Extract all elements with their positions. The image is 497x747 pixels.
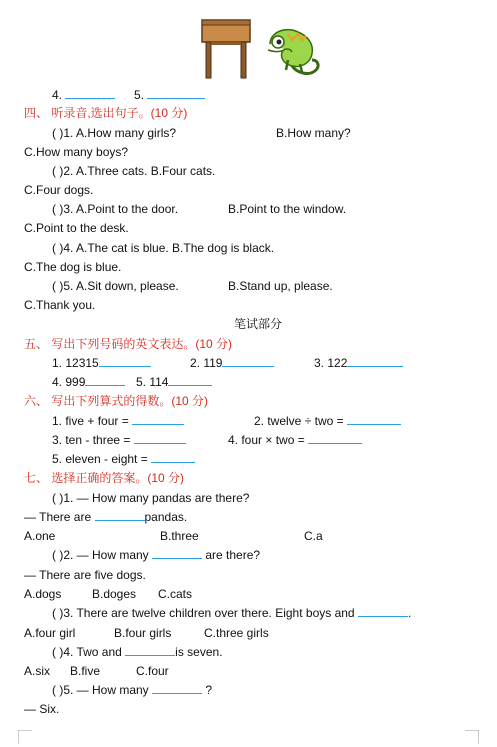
s5-item-4-label: 4. 999 [52,375,86,389]
s4-q1-stem: ( )1. A.How many girls? [52,126,177,140]
s4-q3-option-b: B.Point to the window. [228,202,347,216]
section-5-title: 五、 写出下列号码的英文表达。(10 分) [24,337,233,351]
s5-item-3 [314,356,403,370]
section-6-title: 六、 写出下列算式的得数。(10 分) [24,394,209,408]
s4-q3-option-c: C.Point to the desk. [24,221,129,235]
answer-blank[interactable] [152,683,202,694]
s7-q3-option-c: C.three girls [204,626,269,640]
s6-item-3 [52,433,186,447]
answer-blank[interactable] [358,606,408,617]
s4-q5-option-c: C.Thank you. [24,298,96,312]
s7-q5-stem-pre: ( )5. — How many [52,683,149,697]
s5-item-3-label: 3. 122 [314,356,348,370]
s7-q1-answer-pre: — There are [24,510,92,524]
s4-q4-option-c: C.The dog is blue. [24,260,122,274]
answer-blank[interactable] [222,356,274,367]
written-part-heading: 笔试部分 [234,317,283,331]
s6-item-2-label: 2. twelve ÷ two = [254,414,344,428]
s4-q3-stem: ( )3. A.Point to the door. [52,202,179,216]
s6-item-3-label: 3. ten - three = [52,433,131,447]
s4-q4-stem: ( )4. A.The cat is blue. B.The dog is black. [52,241,275,255]
answer-blank[interactable] [125,645,175,656]
s7-q2-stem-post: are there? [205,548,261,562]
s7-q2-stem [52,548,260,562]
s4-q2-option-c: C.Four dogs. [24,183,94,197]
s6-item-2 [254,414,401,428]
s7-q1-option-b: B.three [160,529,199,543]
s5-item-2 [190,356,274,370]
answer-blank[interactable] [347,414,401,425]
page-corner-mark-left [18,730,32,744]
section-7-title: 七、 选择正确的答案。(10 分) [24,471,185,485]
s6-item-5-label: 5. eleven - eight = [52,452,148,466]
answer-blank[interactable] [134,433,186,444]
table-image [200,18,252,80]
answer-blank[interactable] [95,510,145,521]
s7-q3-stem-end: . [407,606,412,620]
chameleon-image [262,22,324,80]
answer-blank[interactable] [347,356,403,367]
answer-blank[interactable] [147,88,205,99]
s6-item-1-label: 1. five + four = [52,414,129,428]
s7-q4-option-a: A.six [24,664,51,678]
answer-blank[interactable] [99,356,151,367]
s5-item-2-label: 2. 119 [190,356,223,370]
s7-q5-stem-post: ? [205,683,213,697]
s7-q2-answer: — There are five dogs. [24,568,146,582]
answer-blank[interactable] [168,375,212,386]
s7-q5-answer: — Six. [24,702,60,716]
s7-q1-option-c: C.a [304,529,323,543]
s5-item-4 [52,375,125,389]
s7-q3-stem-text: ( )3. There are twelve children over there. Eight boys and [52,606,355,620]
s7-q5-stem [52,683,212,697]
s7-q3-option-a: A.four girl [24,626,76,640]
answer-blank[interactable] [308,433,362,444]
s5-item-5-label: 5. 114 [136,375,169,389]
s5-item-1-label: 1. 12315 [52,356,99,370]
s7-q4-option-b: B.five [70,664,101,678]
s4-q2-stem: ( )2. A.Three cats. B.Four cats. [52,164,216,178]
listen-tail-line [52,88,205,102]
answer-blank[interactable] [65,88,115,99]
answer-blank[interactable] [152,548,202,559]
item-5-label: 5. [134,88,145,102]
answer-blank[interactable] [151,452,195,463]
s4-q5-option-b: B.Stand up, please. [228,279,333,293]
s6-item-5 [52,452,195,466]
s7-q4-option-c: C.four [136,664,169,678]
s7-q2-stem-pre: ( )2. — How many [52,548,149,562]
item-4-label: 4. [52,88,63,102]
answer-blank[interactable] [85,375,125,386]
s6-item-4 [228,433,362,447]
s7-q3-stem [52,606,411,620]
s7-q1-answer [24,510,187,524]
s7-q4-stem-post: is seven. [175,645,223,659]
s4-q5-stem: ( )5. A.Sit down, please. [52,279,179,293]
s7-q2-option-b: B.doges [92,587,137,601]
s7-q2-option-a: A.dogs [24,587,62,601]
s7-q1-stem: ( )1. — How many pandas are there? [52,491,250,505]
s6-item-1 [52,414,184,428]
s4-q1-option-b: B.How many? [276,126,351,140]
s5-item-5 [136,375,212,389]
section-4-title: 四、 听录音,选出句子。(10 分) [24,106,188,120]
s7-q1-option-a: A.one [24,529,56,543]
s7-q1-answer-post: pandas. [144,510,188,524]
s6-item-4-label: 4. four × two = [228,433,305,447]
page-corner-mark-right [465,730,479,744]
s7-q4-stem [52,645,223,659]
s5-item-1 [52,356,151,370]
s7-q3-option-b: B.four girls [114,626,172,640]
s4-q1-option-c: C.How many boys? [24,145,129,159]
answer-blank[interactable] [132,414,184,425]
s7-q4-stem-pre: ( )4. Two and [52,645,122,659]
s7-q2-option-c: C.cats [158,587,193,601]
